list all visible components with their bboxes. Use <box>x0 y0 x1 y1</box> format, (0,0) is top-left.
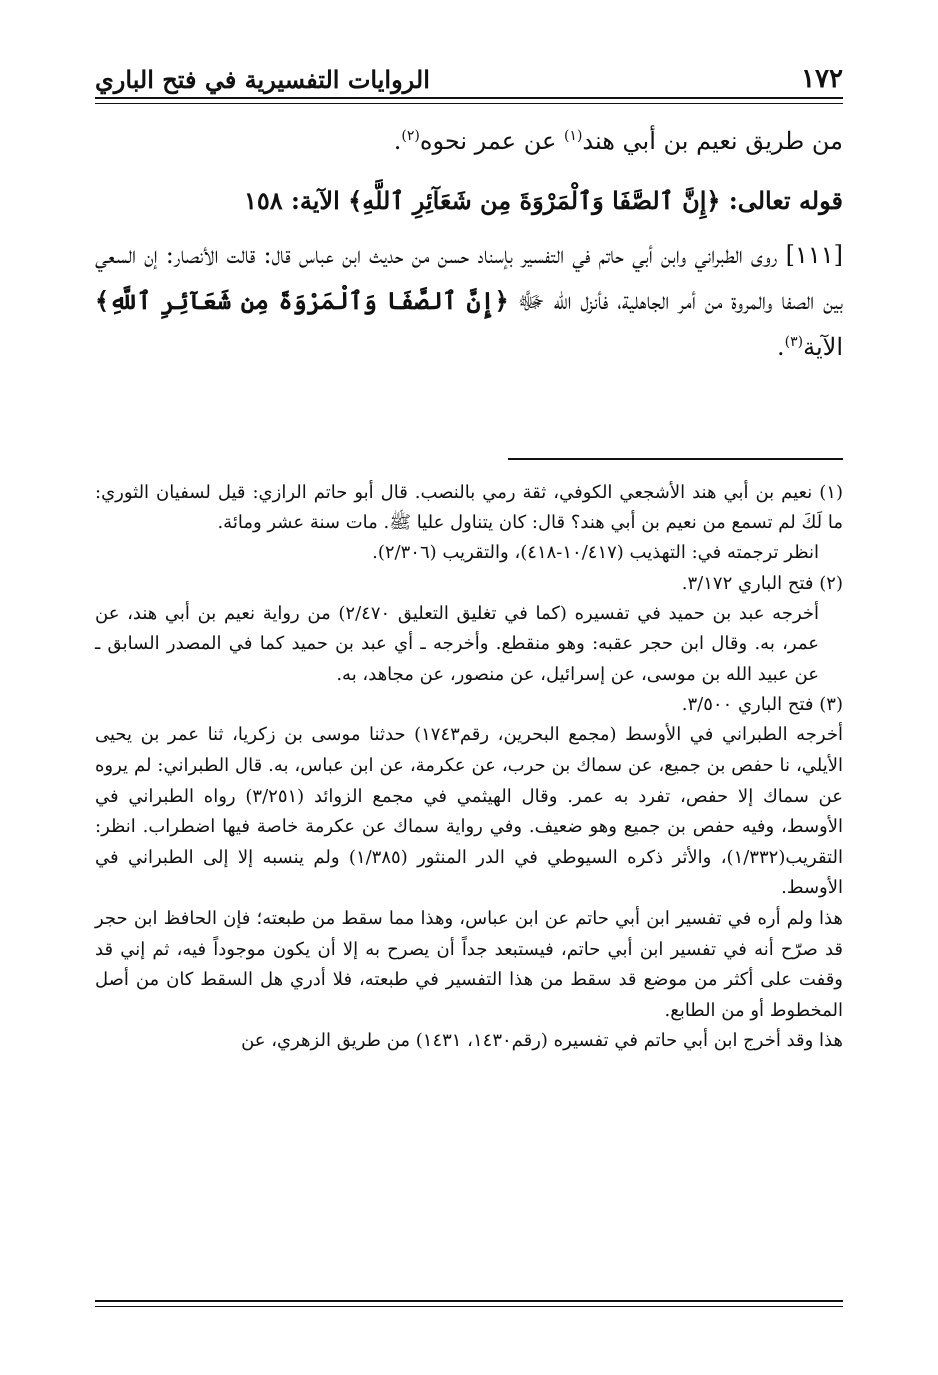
heading-prefix: قوله تعالى: <box>720 186 843 215</box>
footnotes <box>95 478 843 1057</box>
footnote-marker-1: (١) <box>563 128 583 144</box>
page-number: ١٧٢ <box>801 64 843 94</box>
footnote-2-detail: أخرجه عبد بن حميد في تفسيره (كما في تغليق التعليق ٢/٤٧٠) من رواية نعيم بن أبي هند، عن عمر، به. وقال ابن حجر عقبه: وهو منقطع. وأخرجه ـ أي عبد بن حميد كما في المصدر السابق ـ عن عبيد الله بن موسى، عن إسرائيل، عن منصور، عن مجاهد، به. <box>95 602 820 685</box>
intro-end: . <box>393 127 402 155</box>
narration-dot: . <box>776 333 785 361</box>
footnote-3 <box>95 690 843 720</box>
footnote-1-text: نعيم بن أبي هند الأشجعي الكوفي، ثقة رمي بالنصب. قال أبو حاتم الرازي: قيل لسفيان الثوري: ما لَكَ لم تسمع من نعيم بن أبي هند؟ قال: كان يتناول عليا ﷺ. مات سنة عشر ومائة. <box>95 482 843 533</box>
page-header <box>95 52 843 94</box>
intro-line <box>95 118 843 164</box>
footnote-marker-3: (٣) <box>784 334 804 350</box>
narration-111 <box>95 232 843 370</box>
footnote-marker-2: (٢) <box>401 128 420 144</box>
header-rule <box>95 97 843 104</box>
footnote-3-text: فتح الباري ٣/٥٠٠. <box>681 694 814 716</box>
footnote-3-number: (٣) <box>819 694 843 716</box>
heading-suffix: الآية: ١٥٨ <box>244 186 349 215</box>
verse-heading <box>95 176 843 226</box>
intro-text: من طريق نعيم بن أبي هند <box>582 127 843 155</box>
footnote-2-number: (٢) <box>819 572 843 594</box>
footnote-3-detail-3: هذا وقد أخرج ابن أبي حاتم في تفسيره (رقم١٤٣٠، ١٤٣١) من طريق الزهري، عن <box>241 1030 843 1052</box>
narration-verse: ﴿إِنَّ ٱلصَّفَا وَٱلْمَرْوَةَ مِن شَعَآئِرِ ٱللَّهِ﴾ <box>95 286 509 315</box>
footnote-2-text: فتح الباري ٣/١٧٢. <box>681 572 814 594</box>
footnote-2 <box>95 569 843 599</box>
footnote-3-detail-2: هذا ولم أره في تفسير ابن أبي حاتم عن ابن عباس، وهذا مما سقط من طبعته؛ فإن الحافظ ابن حجر قد صرّح أنه في تفسير ابن أبي حاتم، فيستبعد جداً أن يصرح به إلا أن يكون موجوداً فيه، ثم إني قد وقفت على أكثر من موضع قد سقط من هذا التفسير في طبعته، فلا أدري هل السقط كان من أصل المخطوط أو من الطابع. <box>95 907 843 1021</box>
intro-text-2: عن عمر نحوه <box>419 127 564 155</box>
narration-end: الآية <box>803 333 843 361</box>
footnote-3-detail-1: أخرجه الطبراني في الأوسط (مجمع البحرين، رقم١٧٤٣) حدثنا موسى بن زكريا، ثنا عمر بن يحيى الأيلي، نا حفص بن جميع، عن سماك بن حرب، عن عكرمة، عن ابن عباس، به. قال الطبراني: لم يروه عن سماك إلا حفص، تفرد به عمر. وقال الهيثمي في مجمع الزوائد (٣/٢٥١) رواه الطبراني في الأوسط، وفيه حفص بن جميع وهو ضعيف. وفي رواية سماك عن عكرمة خاصة فيها اضطراب. انظر: التقريب(١/٣٣٢)، والأثر ذكره السيوطي في الدر المنثور (١/٣٨٥) ولم ينسبه إلا إلى الطبراني في الأوسط. <box>95 724 844 899</box>
footer-rule <box>95 1300 843 1307</box>
narration-text: [١١١] روى الطبراني وابن أبي حاتم في التفسير بإسناد حسن من حديث ابن عباس قال: قالت الأنصار: إن السعي بين الصفا والمروة من أمر الجاهلية، فأنزل الله ﷻ <box>95 241 843 315</box>
footnote-separator <box>508 458 843 460</box>
footnote-1-number: (١) <box>819 482 843 503</box>
main-text <box>95 118 843 370</box>
heading-verse: ﴿إِنَّ ٱلصَّفَا وَٱلْمَرْوَةَ مِن شَعَآئِرِ ٱللَّهِ﴾ <box>348 186 721 215</box>
footnote-1 <box>95 478 843 538</box>
footnote-1-reference: انظر ترجمته في: التهذيب (١٠/٤١٧-٤١٨)، والتقريب (٢/٣٠٦). <box>372 542 819 563</box>
running-title: الروايات التفسيرية في فتح الباري <box>95 65 430 94</box>
